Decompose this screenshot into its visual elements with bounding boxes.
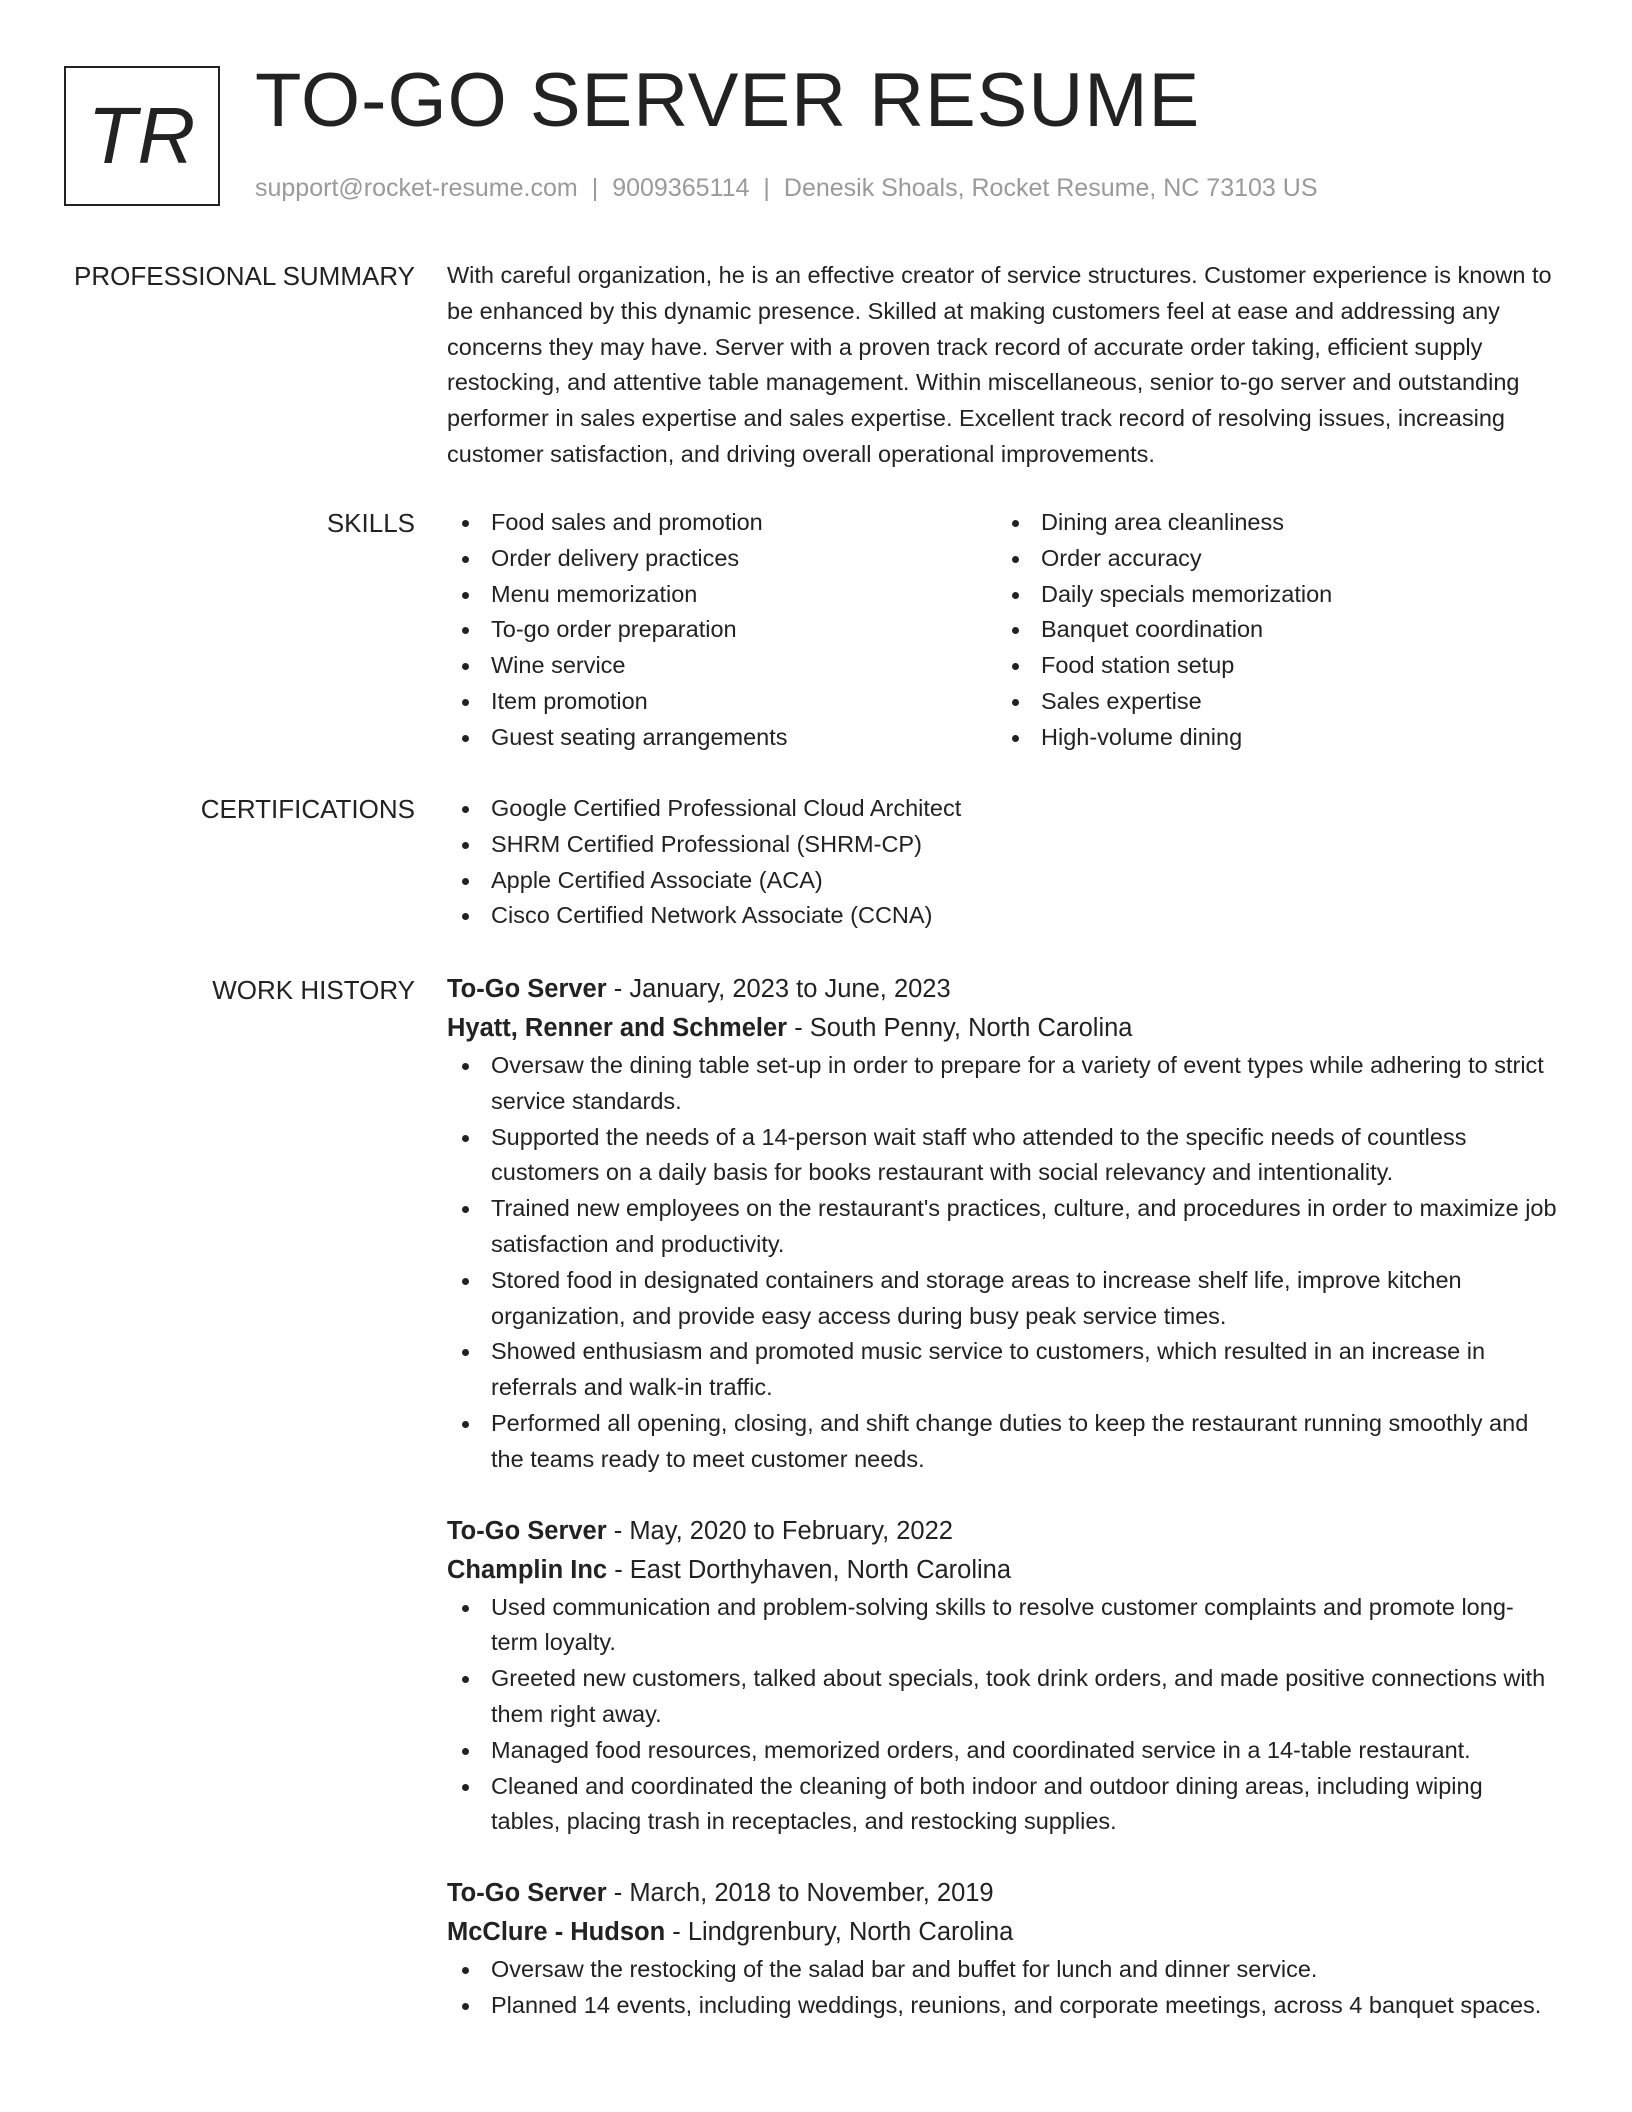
skill-item: Order delivery practices — [447, 541, 997, 577]
skills-body — [447, 505, 1557, 756]
summary-body — [447, 258, 1557, 473]
job-title-line — [447, 970, 1557, 1009]
skills-column-right — [997, 505, 1547, 756]
job-dates: - March, 2018 to November, 2019 — [606, 1879, 994, 1908]
job-title-line — [447, 1512, 1557, 1551]
job-bullet: Planned 14 events, including weddings, reunions, and corporate meetings, across 4 banquet spaces. — [447, 1988, 1557, 2024]
job-bullet: Oversaw the restocking of the salad bar and buffet for lunch and dinner service. — [447, 1952, 1557, 1988]
contact-phone[interactable]: 9009365114 — [612, 174, 750, 202]
summary-heading: PROFESSIONAL SUMMARY — [74, 261, 415, 291]
certification-item: Apple Certified Associate (ACA) — [447, 863, 1557, 899]
job-company-line — [447, 1913, 1557, 1952]
job-location: - Lindgrenbury, North Carolina — [665, 1918, 1014, 1947]
job-location: - South Penny, North Carolina — [787, 1014, 1133, 1042]
job-title-line — [447, 1874, 1557, 1913]
summary-text: With careful organization, he is an effective creator of service structures. Customer experience is known to be enhanced by this dynamic presence. Skilled at making customers feel at ease and addressing any concerns they may have. Server with a proven track record of accurate order taking, efficient supply restocking, and attentive table management. Within miscellaneous, senior to-go server and outstanding performer in sales expertise and sales expertise. Excellent track record of resolving issues, increasing customer satisfaction, and driving overall operational improvements. — [447, 262, 1552, 467]
job-bullet: Oversaw the dining table set-up in order to prepare for a variety of event types while adhering to strict service standards. — [447, 1048, 1557, 1120]
skill-item: Daily specials memorization — [997, 577, 1547, 613]
job-bullet: Greeted new customers, talked about specials, took drink orders, and made positive connections with them right away. — [447, 1661, 1557, 1733]
skill-item: Wine service — [447, 648, 997, 684]
skill-item: Menu memorization — [447, 577, 997, 613]
skill-item: High-volume dining — [997, 720, 1547, 756]
job-title: To-Go Server — [447, 1879, 607, 1908]
job-bullet: Performed all opening, closing, and shift change duties to keep the restaurant running smoothly and the teams ready to meet customer needs. — [447, 1406, 1557, 1478]
job-company-line — [447, 1009, 1557, 1048]
skills-column-left — [447, 505, 997, 756]
job-bullet: Stored food in designated containers and storage areas to increase shelf life, improve kitchen organization, and provide easy access during busy peak service times. — [447, 1263, 1557, 1335]
job-bullet: Used communication and problem-solving skills to resolve customer complaints and promote long-term loyalty. — [447, 1590, 1557, 1662]
contact-separator: | — [763, 174, 770, 202]
job-bullet: Supported the needs of a 14-person wait staff who attended to the specific needs of countless customers on a daily basis for books restaurant with social relevancy and intentionality. — [447, 1120, 1557, 1192]
job-title: To-Go Server — [447, 975, 607, 1003]
work-history-heading: WORK HISTORY — [212, 975, 415, 1005]
job-bullet: Cleaned and coordinated the cleaning of both indoor and outdoor dining areas, including wiping tables, placing trash in receptacles, and restocking supplies. — [447, 1769, 1557, 1841]
certification-item: SHRM Certified Professional (SHRM-CP) — [447, 827, 1557, 863]
job-dates: - January, 2023 to June, 2023 — [606, 975, 951, 1003]
certifications-body — [447, 791, 1557, 934]
job-dates: - May, 2020 to February, 2022 — [606, 1516, 953, 1545]
skill-item: Guest seating arrangements — [447, 720, 997, 756]
job-entry — [447, 1512, 1557, 1841]
job-entry — [447, 1874, 1557, 2024]
resume-title: TO-GO SERVER RESUME — [255, 58, 1201, 143]
job-company: Champlin Inc — [447, 1555, 608, 1584]
job-company-line — [447, 1551, 1557, 1590]
contact-line — [255, 174, 1318, 203]
certification-item: Cisco Certified Network Associate (CCNA) — [447, 898, 1557, 934]
work-history-body — [447, 970, 1557, 2058]
skills-heading: SKILLS — [326, 508, 415, 538]
monogram-logo: TR — [64, 66, 220, 206]
job-company: Hyatt, Renner and Schmeler — [447, 1014, 788, 1042]
job-company: McClure - Hudson — [447, 1918, 666, 1947]
job-bullet: Managed food resources, memorized orders, and coordinated service in a 14-table restaurant. — [447, 1733, 1557, 1769]
job-entry — [447, 970, 1557, 1478]
skill-item: Sales expertise — [997, 684, 1547, 720]
skill-item: Dining area cleanliness — [997, 505, 1547, 541]
certification-item: Google Certified Professional Cloud Architect — [447, 791, 1557, 827]
skill-item: Food station setup — [997, 648, 1547, 684]
job-bullet: Showed enthusiasm and promoted music service to customers, which resulted in an increase in referrals and walk-in traffic. — [447, 1334, 1557, 1406]
certifications-heading: CERTIFICATIONS — [200, 794, 415, 824]
skill-item: Banquet coordination — [997, 612, 1547, 648]
skill-item: Item promotion — [447, 684, 997, 720]
contact-address: Denesik Shoals, Rocket Resume, NC 73103 US — [783, 174, 1318, 202]
skill-item: Food sales and promotion — [447, 505, 997, 541]
skill-item: Order accuracy — [997, 541, 1547, 577]
contact-separator: | — [591, 174, 599, 202]
job-title: To-Go Server — [447, 1516, 607, 1545]
job-location: - East Dorthyhaven, North Carolina — [607, 1555, 1012, 1584]
contact-email[interactable]: support@rocket-resume.com — [255, 174, 578, 202]
skill-item: To-go order preparation — [447, 612, 997, 648]
job-bullet: Trained new employees on the restaurant's practices, culture, and procedures in order to maximize job satisfaction and productivity. — [447, 1191, 1557, 1263]
